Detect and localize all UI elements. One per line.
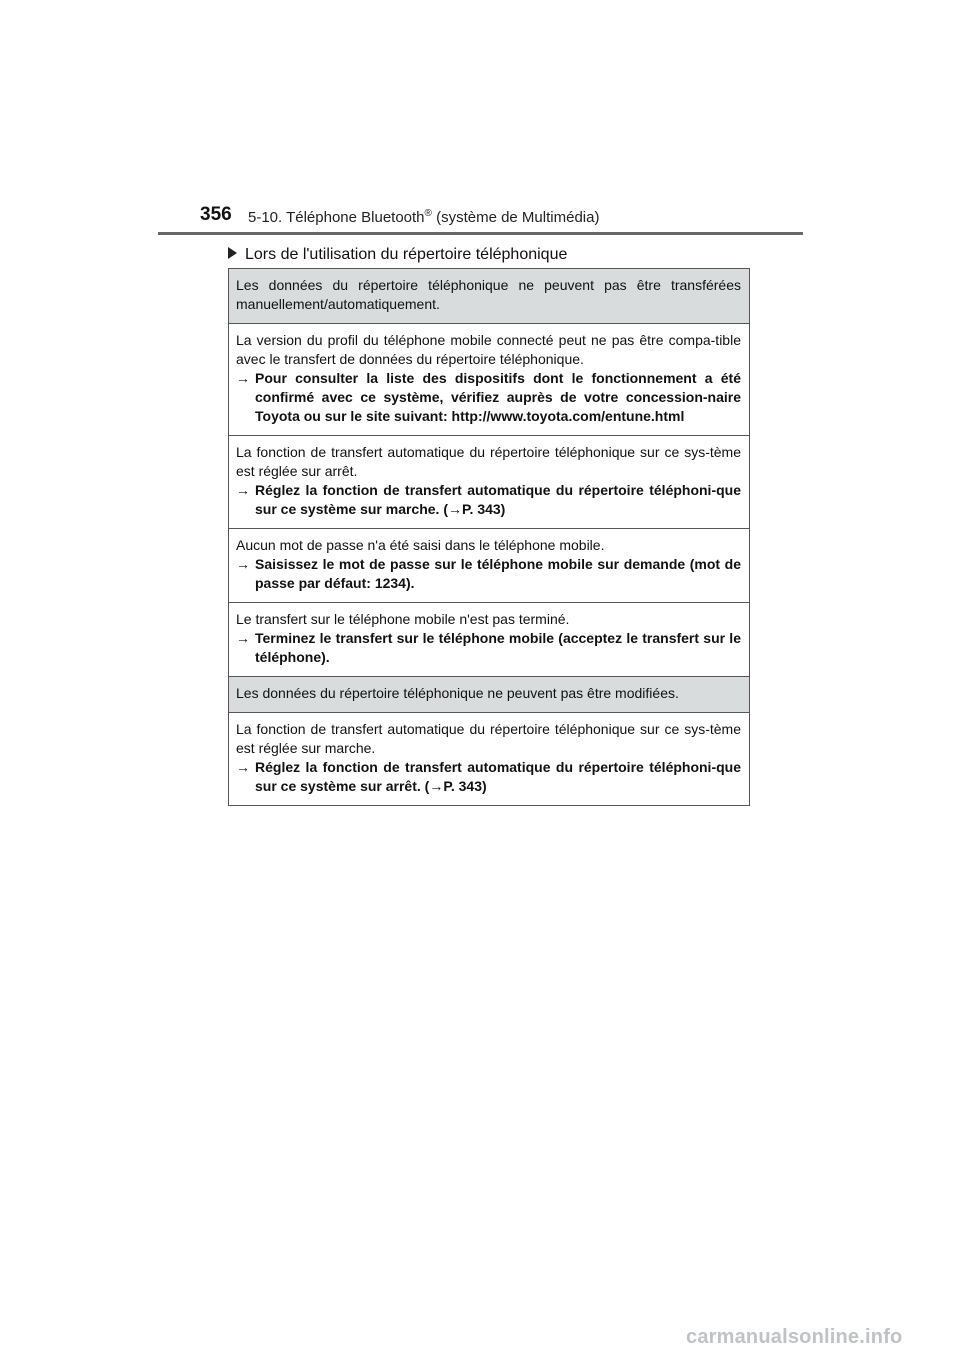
troubleshooting-table bbox=[228, 268, 750, 806]
page-reference: P. 343) bbox=[462, 501, 506, 517]
arrow-icon: → bbox=[236, 482, 250, 498]
arrow-icon: → bbox=[236, 630, 250, 646]
cause-text: La version du profil du téléphone mobile connecté peut ne pas être compa-tible avec le transfert de données du répertoire téléphonique. bbox=[236, 332, 741, 367]
watermark: carmanualsonline.info bbox=[686, 1326, 903, 1348]
cause-text: La fonction de transfert automatique du répertoire téléphonique sur ce sys-tème est réglée sur marche. bbox=[236, 721, 741, 756]
cause-text: Aucun mot de passe n'a été saisi dans le téléphone mobile. bbox=[236, 537, 605, 553]
arrow-icon: → bbox=[236, 759, 250, 775]
arrow-icon: → bbox=[236, 370, 250, 386]
cause-text: Le transfert sur le téléphone mobile n'est pas terminé. bbox=[236, 611, 570, 627]
page-number: 356 bbox=[200, 204, 232, 225]
solution bbox=[236, 629, 741, 667]
solution bbox=[236, 369, 741, 426]
reference-arrow-icon: → bbox=[429, 778, 444, 794]
solution-text: Pour consulter la liste des dispositifs dont le fonctionnement a été confirmé avec ce système, vérifiez auprès de votre concession-naire Toyota ou sur le site suivant: http://www.toyota.com/entune.html bbox=[255, 370, 741, 424]
table-row bbox=[229, 712, 749, 805]
header-rule bbox=[158, 232, 803, 235]
subheading: Lors de l'utilisation du répertoire téléphonique bbox=[228, 246, 567, 264]
solution bbox=[236, 481, 741, 519]
solution bbox=[236, 555, 741, 593]
solution-text: Saisissez le mot de passe sur le téléphone mobile sur demande (mot de passe par défaut: 1234). bbox=[255, 556, 741, 591]
table-row bbox=[229, 528, 749, 602]
page-reference: P. 343) bbox=[443, 778, 487, 794]
table-row bbox=[229, 323, 749, 435]
solution-text: Terminez le transfert sur le téléphone mobile (acceptez le transfert sur le téléphone). bbox=[255, 630, 741, 665]
solution-text: Réglez la fonction de transfert automatique du répertoire téléphoni-que sur ce système sur arrêt. (→P. 343) bbox=[255, 759, 741, 794]
section-title: 5-10. Téléphone Bluetooth® (système de Multimédia) bbox=[248, 208, 600, 226]
arrow-icon: → bbox=[236, 556, 250, 572]
table-row bbox=[229, 435, 749, 528]
page-header bbox=[158, 204, 803, 236]
solution bbox=[236, 758, 741, 796]
triangle-bullet-icon bbox=[228, 247, 237, 259]
cause-text: La fonction de transfert automatique du répertoire téléphonique sur ce sys-tème est réglée sur arrêt. bbox=[236, 444, 741, 479]
reference-arrow-icon: → bbox=[448, 501, 462, 517]
symptom-header-row: Les données du répertoire téléphonique ne peuvent pas être modifiées. bbox=[229, 676, 749, 712]
table-row bbox=[229, 602, 749, 676]
solution-text: Réglez la fonction de transfert automatique du répertoire téléphoni-que sur ce système sur marche. (→P. 343) bbox=[255, 482, 741, 517]
symptom-header-row: Les données du répertoire téléphonique ne peuvent pas être transférées manuellement/automatiquement. bbox=[229, 269, 749, 323]
